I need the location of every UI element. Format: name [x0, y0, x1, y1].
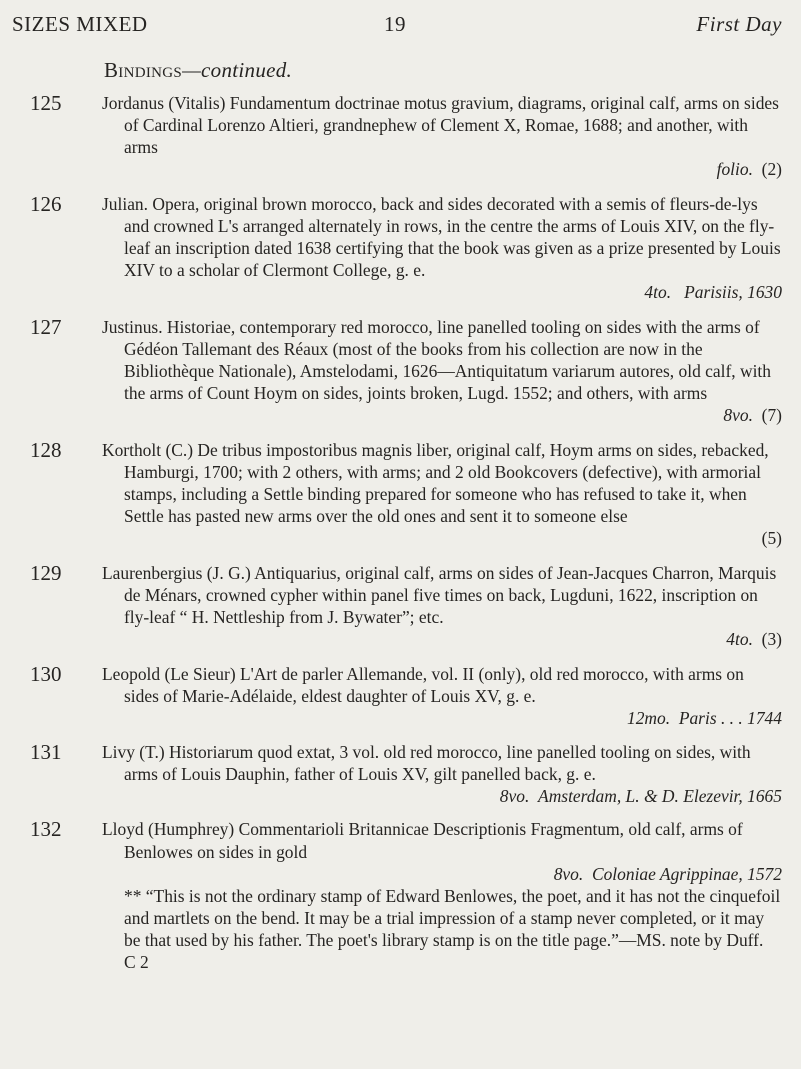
lot-imprint: Amsterdam, L. & D. Elezevir, 1665: [538, 785, 782, 806]
lot-entry: [0, 439, 790, 550]
running-head-left: SIZES MIXED: [12, 12, 148, 36]
lot-imprint: Coloniae Agrippinae, 1572: [591, 863, 782, 884]
lot-number: 127: [30, 314, 62, 339]
lot-number: 131: [30, 739, 62, 764]
lot-description: Livy (T.) Historiarum quod extat, 3 vol. old red morocco, line panelled tooling on sides, with arms of Louis Dauphin, father of Louis XV, gilt panelled back, g. e.: [102, 741, 751, 784]
lot-entry: [0, 818, 790, 973]
section-title-main: Bindings: [104, 58, 183, 82]
lot-format: 12mo.: [626, 707, 671, 728]
lot-description: Laurenbergius (J. G.) Antiquarius, original calf, arms on sides of Jean-Jacques Charron, Marquis de Ménars, crowned cypher within panel five times on back, Lugduni, 1622, inscription on fly-leaf “ H. Nettleship from J. Bywater”; etc.: [102, 562, 777, 627]
lot-number: 130: [30, 661, 62, 686]
lot-description: Julian. Opera, original brown morocco, back and sides decorated with a semis of fleurs-de-lys and crowned L's arranged alternately in rows, in the centre the arms of Louis XIV, on the fly-leaf an inscription dated 1638 certifying that the book was given as a prize presented by Louis XIV to a scholar of Clermont College, g. e.: [102, 193, 781, 281]
signature-mark: C 2: [124, 952, 149, 973]
lot-number: 129: [30, 560, 62, 585]
lot-format: folio.: [716, 159, 753, 180]
running-head: [12, 12, 782, 42]
lot-description: Jordanus (Vitalis) Fundamentum doctrinae motus gravium, diagrams, original calf, arms on sides of Cardinal Lorenzo Altieri, grandnephew of Clement X, Romae, 1688; and another, with arms: [102, 93, 779, 158]
lot-description: Lloyd (Humphrey) Commentarioli Britannicae Descriptionis Fragmentum, old calf, arms of Benlowes on sides in gold: [102, 819, 743, 862]
section-title: [104, 58, 292, 83]
lot-entry: [0, 92, 790, 181]
lot-count: (7): [761, 405, 782, 426]
lot-note: ** “This is not the ordinary stamp of Edward Benlowes, the poet, and it has not the cinquefoil and martlets on the bend. It may be a trial impression of a stamp never completed, or it may be that used by his father. The poet's library stamp is on the title page.”—MS. note by Duff.: [124, 885, 781, 951]
page-number: 19: [384, 12, 406, 36]
lot-description: Justinus. Historiae, contemporary red morocco, line panelled tooling on sides with the arms of Gédéon Tallemant des Réaux (most of the books from his collection are now in the Bibliothèque Nationale), Amstelodami, 1626—Antiquitatum variarum autores, old calf, with the arms of Count Hoym on sides, joints broken, Lugd. 1552; and others, with arms: [102, 316, 771, 404]
lot-number: 125: [30, 91, 62, 115]
lot-format: 8vo.: [499, 785, 530, 806]
lot-count: (5): [761, 528, 782, 549]
lot-imprint: Paris . . . 1744: [678, 707, 782, 728]
lot-number: 126: [30, 191, 62, 216]
running-head-right: First Day: [696, 12, 782, 36]
lot-entry: [0, 562, 790, 651]
lot-imprint: Parisiis, 1630: [684, 282, 782, 303]
lot-count: (3): [761, 629, 782, 650]
lot-format: 4to.: [644, 282, 672, 303]
section-title-suffix: —continued.: [182, 58, 293, 82]
lot-count: (2): [761, 159, 782, 180]
lot-description: Kortholt (C.) De tribus impostoribus magnis liber, original calf, Hoym arms on sides, rebacked, Hamburgi, 1700; with 2 others, with arms; and 2 old Bookcovers (defective), with armorial stamps, including a Settle binding prepared for someone who has refused to take it, when Settle has pasted new arms over the old ones and sent it to someone else: [102, 439, 769, 527]
lot-entry: [0, 663, 790, 729]
lot-format: 4to.: [726, 629, 753, 650]
lot-format: 8vo.: [723, 405, 753, 426]
lot-entry: [0, 741, 790, 807]
lot-entry: [0, 316, 790, 427]
lot-description: Leopold (Le Sieur) L'Art de parler Allemande, vol. II (only), old red morocco, with arms on sides of Marie-Adélaide, eldest daughter of Louis XV, g. e.: [102, 663, 744, 706]
lot-number: 132: [30, 817, 62, 842]
lot-number: 128: [30, 437, 62, 462]
lot-format: 8vo.: [553, 863, 584, 884]
lot-entry: [0, 193, 790, 304]
